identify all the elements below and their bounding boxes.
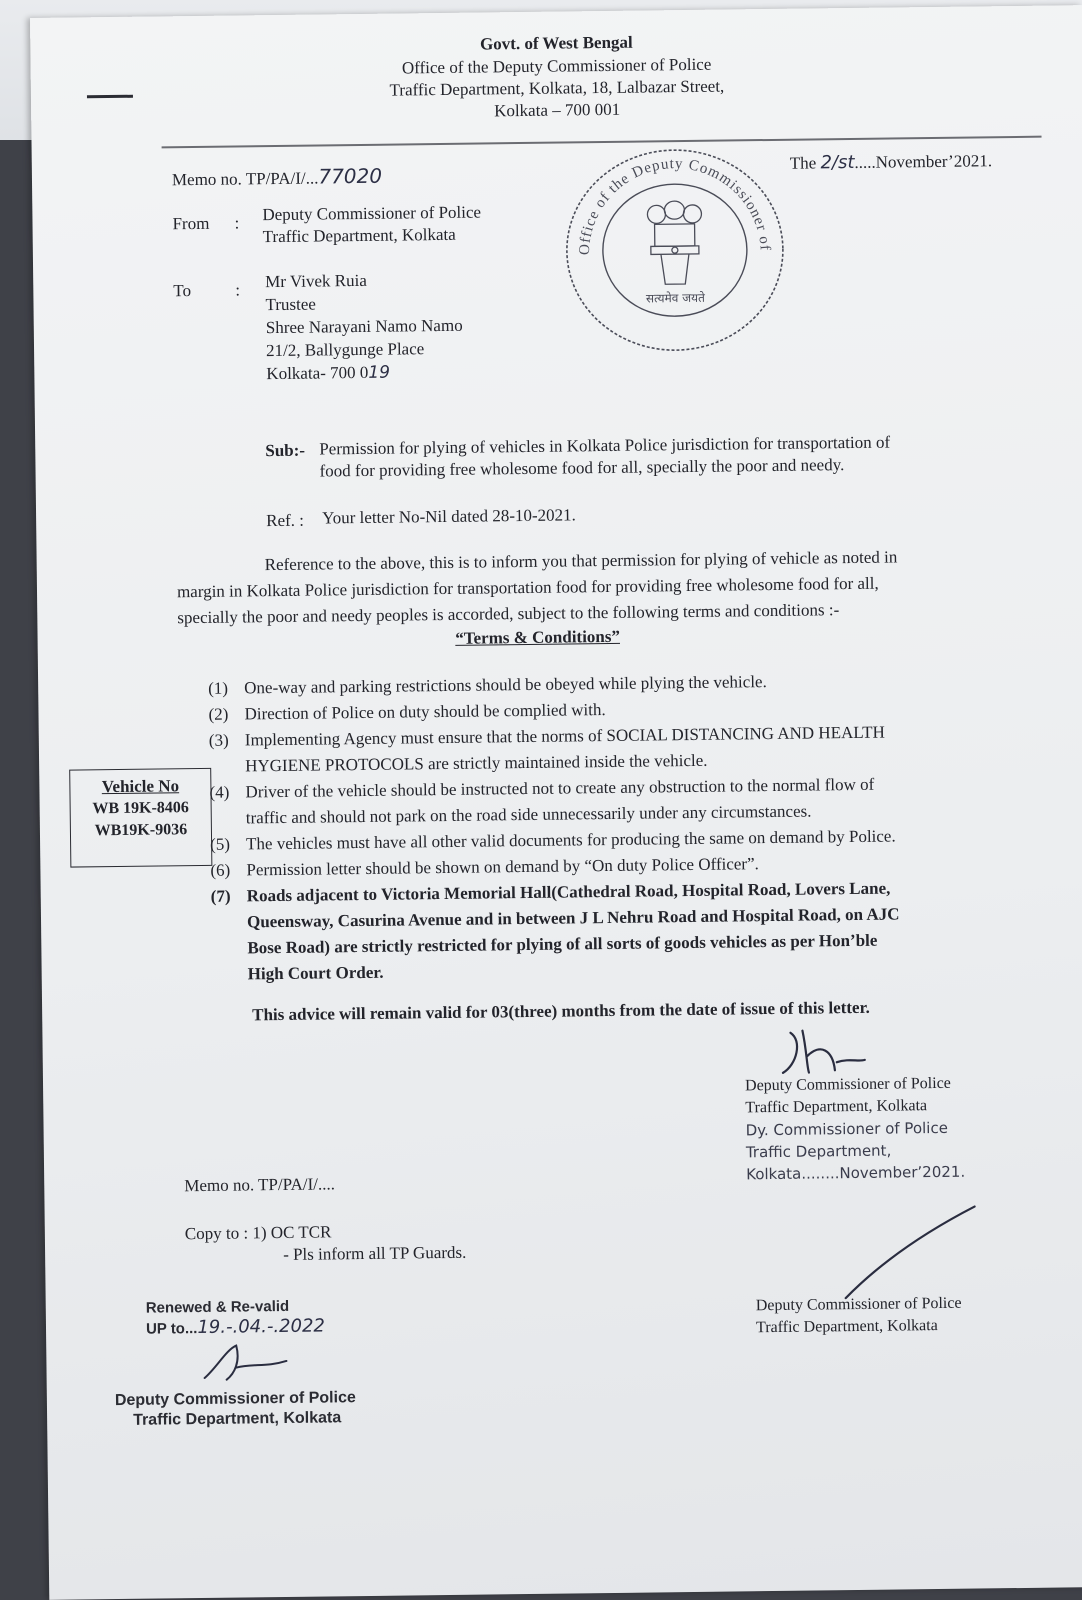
term-line: traffic and should not park on the road side unnecessarily under any circumstances. (245, 801, 812, 828)
date-handwritten-day: 2/st (820, 151, 855, 174)
memo-handwritten-number: 77020 (318, 163, 383, 189)
from-colon: : (234, 213, 240, 233)
date-prefix: The (789, 153, 821, 173)
to-name: Mr Vivek Ruia (265, 270, 367, 292)
term-number: (5) (209, 834, 231, 854)
memo-number (172, 164, 382, 191)
from-line1: Deputy Commissioner of Police (262, 202, 482, 225)
terms-heading: “Terms & Conditions” (455, 626, 621, 648)
memo-date (790, 150, 992, 173)
term-line: One-way and parking restrictions should be obeyed while plying the vehicle. (244, 672, 767, 698)
header-office: Office of the Deputy Commissioner of Police (401, 54, 712, 78)
term-line: Direction of Police on duty should be complied with. (244, 700, 606, 724)
stamp-line-2 (746, 1137, 1082, 1185)
signatory-department: Traffic Department, Kolkata (745, 1097, 928, 1117)
renewal-signatory-department: Traffic Department, Kolkata (133, 1409, 342, 1429)
vehicle-number-box (69, 768, 212, 868)
term-line: Roads adjacent to Victoria Memorial Hall(Cathedral Road, Hospital Road, Lovers Lane, (246, 878, 891, 906)
memo-number-2: Memo no. TP/PA/I/.... (184, 1174, 336, 1196)
letter-page (30, 5, 1082, 1600)
term-line: The vehicles must have all other valid documents for producing the same on demand by Police. (245, 826, 896, 854)
term-line: HYGIENE PROTOCOLS are strictly maintained inside the vehicle. (245, 750, 708, 776)
signature-block-1 (745, 1071, 1082, 1185)
signature-scribble (762, 1020, 893, 1082)
to-organisation: Shree Narayani Namo Namo (265, 315, 463, 338)
stamp-department: Traffic Department, Kolkata (745, 1141, 892, 1184)
term-line: Implementing Agency must ensure that the norms of SOCIAL DISTANCING AND HEALTH (244, 722, 885, 750)
seal-graphic (560, 143, 791, 358)
reference-label: Ref. : (266, 510, 305, 531)
to-city-text: Kolkata- 700 0 (266, 362, 369, 384)
memo-label: Memo no. TP/PA/I/... (171, 168, 319, 190)
to-label: To (173, 281, 192, 301)
subject-line1: Permission for plying of vehicles in Kolkata Police jurisdiction for transportation of (319, 432, 891, 459)
to-designation: Trustee (265, 294, 317, 315)
signatory-title: Deputy Commissioner of Police (755, 1294, 962, 1315)
term-line: Queensway, Casurina Avenue and in between J L Nehru Road and Hospital Road, on AJC (246, 904, 900, 932)
renewal-upto-label: UP to... (145, 1320, 198, 1338)
term-line: Permission letter should be shown on demand by “On duty Police Officer”. (246, 854, 759, 880)
reference-text: Your letter No-Nil dated 28-10-2021. (322, 505, 576, 528)
header-city: Kolkata – 700 001 (494, 99, 621, 121)
vehicle-number: WB 19K-8406 (92, 799, 189, 818)
stamp-date: ........November’2021. (801, 1162, 966, 1183)
renewal-handwritten-date: 19.-.04.-.2022 (197, 1315, 326, 1339)
renewal-signatory (115, 1388, 356, 1431)
renewal-signature (196, 1337, 307, 1388)
term-line: Bose Road) are strictly restricted for plying of all sorts of goods vehicles as per Hon’ble (247, 930, 878, 958)
body-line2: margin in Kolkata Police jurisdiction for transportation food for providing free wholesome food for all, (176, 573, 879, 602)
signatory-title: Deputy Commissioner of Police (744, 1074, 951, 1095)
term-number: (1) (208, 678, 229, 698)
signature-stroke (834, 1196, 985, 1308)
renewal-signatory-title: Deputy Commissioner of Police (114, 1389, 356, 1410)
term-line: High Court Order. (247, 962, 384, 984)
subject-label-text: Sub:- (265, 440, 306, 461)
seal-motto: सत्यमेव जयते (645, 290, 706, 306)
term-number: (4) (209, 782, 230, 802)
body-line3: specially the poor and needy peoples is accorded, subject to the following terms and conditions :- (177, 600, 840, 628)
vehicle-heading: Vehicle No (101, 776, 180, 797)
copy-to: Copy to : 1) OC TCR (184, 1222, 332, 1244)
term-item (208, 666, 1028, 698)
from-label: From (172, 213, 210, 234)
renewal-heading: Renewed & Re-valid (145, 1297, 290, 1317)
vehicle-number: WB19K-9036 (94, 821, 188, 840)
to-city-handwritten: 19 (368, 362, 391, 383)
subject-line2: food for providing free wholesome food for all, specially the poor and needy. (319, 455, 845, 481)
subject-label (265, 441, 305, 461)
copy-instruction: - Pls inform all TP Guards. (283, 1242, 467, 1264)
office-seal (560, 143, 791, 358)
to-city (266, 363, 390, 385)
stamp-title: Dy. Commissioner of Police (745, 1118, 948, 1140)
term-number: (3) (208, 730, 229, 750)
header-title: Govt. of West Bengal (479, 32, 633, 54)
date-month-year: .....November’2021. (854, 151, 993, 172)
term-number: (2) (208, 704, 229, 724)
to-street: 21/2, Ballygunge Place (265, 339, 425, 361)
term-number: (7) (210, 886, 231, 906)
signature-block-2 (756, 1293, 962, 1340)
validity-statement: This advice will remain valid for 03(three) months from the date of issue of this letter. (252, 997, 870, 1025)
signatory-department: Traffic Department, Kolkata (755, 1317, 938, 1337)
seal-ring-text: Office of the Deputy Commissioner of (576, 156, 773, 256)
header-address: Traffic Department, Kolkata, 18, Lalbazar Street, (389, 76, 725, 100)
renewal-stamp (146, 1296, 325, 1339)
term-line: Driver of the vehicle should be instructed not to create any obstruction to the normal flow of (245, 774, 875, 802)
from-line2: Traffic Department, Kolkata (262, 224, 456, 247)
national-emblem (647, 201, 702, 285)
body-line1: Reference to the above, this is to inform you that permission for plying of vehicle as noted in (264, 547, 898, 575)
term-number: (6) (210, 860, 231, 880)
to-colon: : (235, 280, 241, 300)
svg-text:Office of the Deputy Commissio (560, 143, 773, 256)
